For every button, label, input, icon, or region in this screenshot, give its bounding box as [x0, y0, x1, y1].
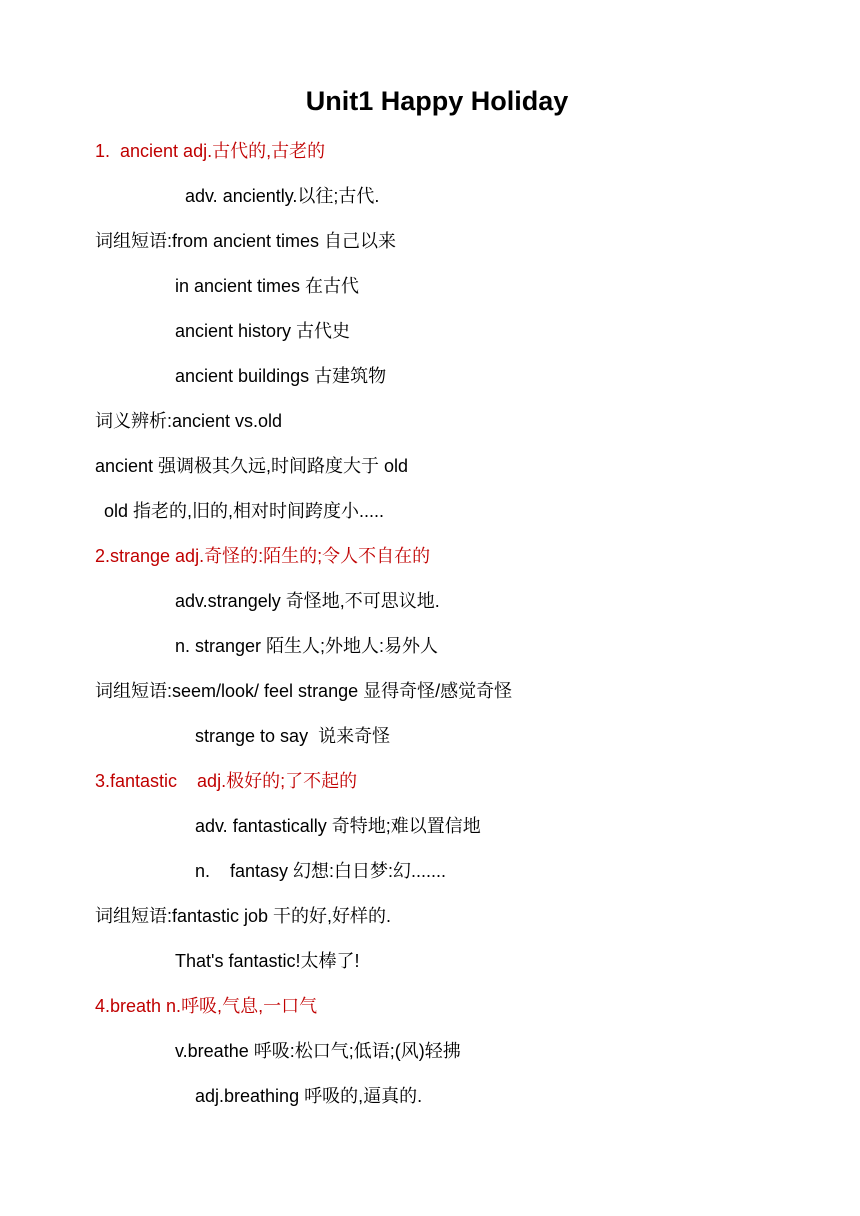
- entry-line: 词组短语:from ancient times 自己以来: [95, 231, 397, 251]
- entry-line: strange to say 说来奇怪: [195, 726, 391, 746]
- entry-line: adj.breathing 呼吸的,逼真的.: [195, 1086, 423, 1106]
- entry-line: in ancient times 在古代: [175, 276, 360, 296]
- entry-line: n. stranger 陌生人;外地人:易外人: [175, 636, 439, 656]
- entry-line: ancient buildings 古建筑物: [175, 366, 387, 386]
- entry-line: n. fantasy 幻想:白日梦:幻.......: [195, 861, 447, 881]
- entry-line: ancient 强调极其久远,时间路度大于 old: [95, 456, 409, 476]
- entry-heading-breath: 4.breath n.呼吸,气息,一口气: [95, 996, 318, 1016]
- entry-heading-ancient: 1. ancient adj.古代的,古老的: [95, 141, 326, 161]
- entry-line: ancient history 古代史: [175, 321, 351, 341]
- entry-line: 词组短语:fantastic job 干的好,好样的.: [95, 906, 392, 926]
- entry-line: adv.strangely 奇怪地,不可思议地.: [175, 591, 440, 611]
- entry-line: That's fantastic!太棒了!: [175, 951, 360, 971]
- entry-line: adv. anciently.以往;古代.: [185, 186, 380, 206]
- entry-line: 词组短语:seem/look/ feel strange 显得奇怪/感觉奇怪: [95, 681, 513, 701]
- entry-line: 词义辨析:ancient vs.old: [95, 411, 283, 431]
- entry-heading-fantastic: 3.fantastic adj.极好的;了不起的: [95, 771, 358, 791]
- document-title: Unit1 Happy Holiday: [305, 86, 569, 116]
- entry-line: adv. fantastically 奇特地;难以置信地: [195, 816, 481, 836]
- entry-heading-strange: 2.strange adj.奇怪的:陌生的;令人不自在的: [95, 546, 431, 566]
- entry-line: old 指老的,旧的,相对时间跨度小.....: [104, 501, 385, 521]
- entry-line: v.breathe 呼吸:松口气;低语;(风)轻拂: [175, 1041, 461, 1061]
